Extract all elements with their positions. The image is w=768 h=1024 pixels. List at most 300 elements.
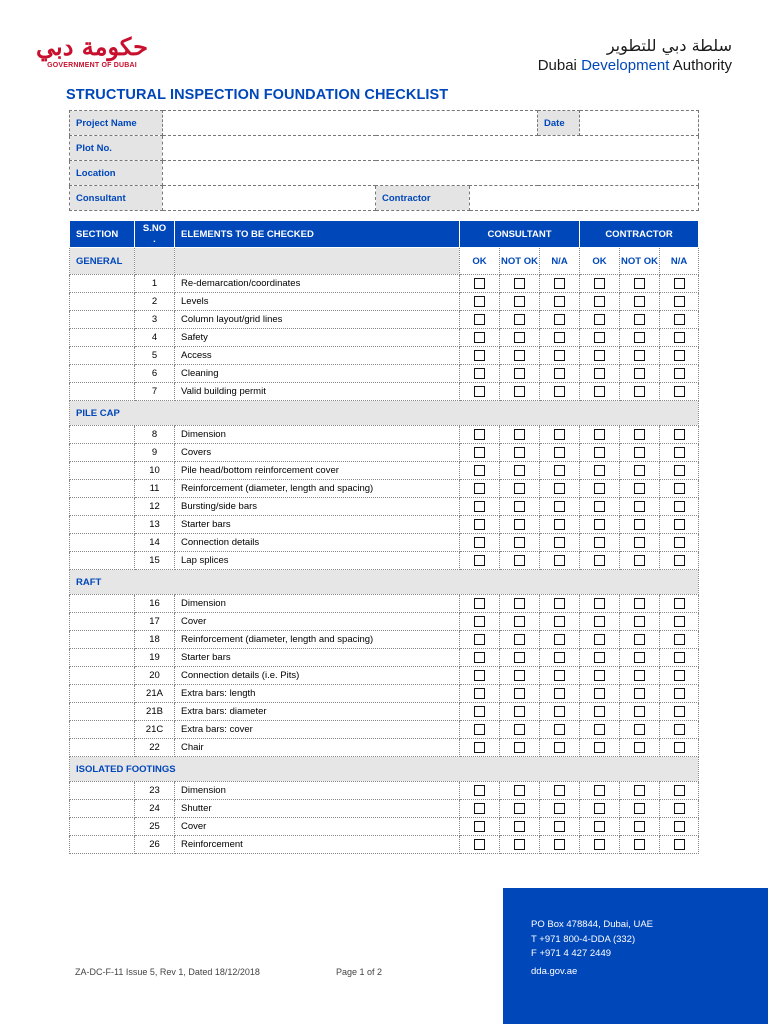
contractor-not-ok-checkbox[interactable] (634, 785, 645, 796)
contractor-na-cell (660, 631, 699, 649)
consultant-not-ok-checkbox[interactable] (514, 465, 525, 476)
contractor-ok-checkbox[interactable] (594, 670, 605, 681)
consultant-ok-checkbox[interactable] (474, 785, 485, 796)
checklist-table (69, 220, 699, 854)
consultant-ok-checkbox[interactable] (474, 332, 485, 343)
item-section-cell (70, 383, 135, 401)
consultant-ok-checkbox[interactable] (474, 724, 485, 735)
consultant-na-cell (540, 667, 580, 685)
consultant-not-ok-cell (500, 631, 540, 649)
consultant-not-ok-checkbox[interactable] (514, 447, 525, 458)
contractor-na-checkbox[interactable] (674, 821, 685, 832)
consultant-not-ok-cell (500, 498, 540, 516)
website-link[interactable]: dda.gov.ae (531, 966, 578, 977)
consultant-na-checkbox[interactable] (554, 742, 565, 753)
consultant-na-checkbox[interactable] (554, 314, 565, 325)
page-number: Page 1 of 2 (336, 967, 383, 977)
consultant-na-checkbox[interactable] (554, 465, 565, 476)
consultant-na-cell (540, 293, 580, 311)
contractor-na-checkbox[interactable] (674, 368, 685, 379)
contractor-na-checkbox[interactable] (674, 742, 685, 753)
consultant-na-checkbox[interactable] (554, 821, 565, 832)
consultant-not-ok-checkbox[interactable] (514, 742, 525, 753)
contractor-not-ok-checkbox[interactable] (634, 386, 645, 397)
consultant-field[interactable] (163, 186, 376, 211)
contractor-not-ok-checkbox[interactable] (634, 634, 645, 645)
item-section-cell (70, 480, 135, 498)
item-section-cell (70, 818, 135, 836)
contractor-not-ok-cell (620, 480, 660, 498)
contractor-not-ok-checkbox[interactable] (634, 519, 645, 530)
contractor-na-checkbox[interactable] (674, 706, 685, 717)
consultant-na-checkbox[interactable] (554, 652, 565, 663)
contractor-not-ok-cell (620, 836, 660, 854)
contractor-not-ok-cell (620, 685, 660, 703)
contractor-not-ok-checkbox[interactable] (634, 555, 645, 566)
checklist-item-row (70, 329, 699, 347)
checklist-item-row (70, 836, 699, 854)
item-section-cell (70, 685, 135, 703)
checklist-item-row (70, 516, 699, 534)
consultant-not-ok-checkbox[interactable] (514, 350, 525, 361)
section-row (70, 401, 699, 426)
contractor-ok-checkbox[interactable] (594, 652, 605, 663)
consultant-ok-checkbox[interactable] (474, 429, 485, 440)
consultant-not-ok-cell (500, 329, 540, 347)
consultant-na-checkbox[interactable] (554, 519, 565, 530)
section-row (70, 757, 699, 782)
consultant-not-ok-cell (500, 293, 540, 311)
contractor-na-cell (660, 800, 699, 818)
contractor-not-ok-checkbox[interactable] (634, 465, 645, 476)
project-info-table (69, 110, 699, 211)
date-field[interactable] (580, 111, 699, 136)
contractor-not-ok-cell (620, 818, 660, 836)
item-element: Extra bars: length (175, 685, 460, 703)
consultant-ok-cell (460, 293, 500, 311)
consultant-na-checkbox[interactable] (554, 537, 565, 548)
contractor-not-ok-cell (620, 703, 660, 721)
consultant-na-checkbox[interactable] (554, 634, 565, 645)
consultant-not-ok-checkbox[interactable] (514, 429, 525, 440)
contractor-ok-cell (580, 836, 620, 854)
contractor-not-ok-checkbox[interactable] (634, 429, 645, 440)
consultant-na-checkbox[interactable] (554, 670, 565, 681)
item-sno: 21C (135, 721, 175, 739)
item-element: Extra bars: cover (175, 721, 460, 739)
consultant-na-cell (540, 329, 580, 347)
item-element: Re-demarcation/coordinates (175, 275, 460, 293)
contractor-ok-checkbox[interactable] (594, 821, 605, 832)
item-sno: 10 (135, 462, 175, 480)
item-element: Dimension (175, 595, 460, 613)
contractor-ok-checkbox[interactable] (594, 501, 605, 512)
consultant-na-checkbox[interactable] (554, 350, 565, 361)
contractor-na-checkbox[interactable] (674, 350, 685, 361)
consultant-na-cell (540, 347, 580, 365)
consultant-na-checkbox[interactable] (554, 447, 565, 458)
item-element: Reinforcement (diameter, length and spacing) (175, 480, 460, 498)
consultant-not-ok-checkbox[interactable] (514, 555, 525, 566)
consultant-ok-checkbox[interactable] (474, 742, 485, 753)
contractor-not-ok-checkbox[interactable] (634, 598, 645, 609)
contractor-not-ok-checkbox[interactable] (634, 839, 645, 850)
contractor-not-ok-cell (620, 275, 660, 293)
contractor-not-ok-cell (620, 721, 660, 739)
contractor-ok-checkbox[interactable] (594, 724, 605, 735)
contractor-not-ok-checkbox[interactable] (634, 821, 645, 832)
project-name-field[interactable] (163, 111, 538, 136)
contractor-ok-cell (580, 311, 620, 329)
consultant-ok-checkbox[interactable] (474, 616, 485, 627)
contractor-not-ok-checkbox[interactable] (634, 332, 645, 343)
contractor-ok-checkbox[interactable] (594, 296, 605, 307)
consultant-ok-checkbox[interactable] (474, 598, 485, 609)
consultant-ok-checkbox[interactable] (474, 839, 485, 850)
contractor-not-ok-checkbox[interactable] (634, 501, 645, 512)
checklist-item-row (70, 667, 699, 685)
consultant-na-checkbox[interactable] (554, 706, 565, 717)
item-element: Extra bars: diameter (175, 703, 460, 721)
consultant-not-ok-cell (500, 685, 540, 703)
item-section-cell (70, 462, 135, 480)
consultant-ok-checkbox[interactable] (474, 386, 485, 397)
contractor-ok-checkbox[interactable] (594, 386, 605, 397)
consultant-not-ok-checkbox[interactable] (514, 278, 525, 289)
consultant-ok-checkbox[interactable] (474, 803, 485, 814)
consultant-na-checkbox[interactable] (554, 368, 565, 379)
plot-no-field[interactable] (163, 136, 699, 161)
contractor-na-checkbox[interactable] (674, 724, 685, 735)
consultant-ok-checkbox[interactable] (474, 634, 485, 645)
consultant-na-cell (540, 498, 580, 516)
item-sno: 6 (135, 365, 175, 383)
contractor-na-checkbox[interactable] (674, 519, 685, 530)
item-element: Dimension (175, 426, 460, 444)
contractor-not-ok-checkbox[interactable] (634, 278, 645, 289)
consultant-not-ok-checkbox[interactable] (514, 332, 525, 343)
contractor-ok-checkbox[interactable] (594, 368, 605, 379)
contractor-ok-checkbox[interactable] (594, 537, 605, 548)
item-section-cell (70, 444, 135, 462)
consultant-na-checkbox[interactable] (554, 332, 565, 343)
consultant-na-cell (540, 426, 580, 444)
consultant-ok-cell (460, 667, 500, 685)
contractor-ok-cell (580, 329, 620, 347)
consultant-ok-checkbox[interactable] (474, 278, 485, 289)
checklist-header-row (70, 221, 699, 248)
item-sno: 1 (135, 275, 175, 293)
consultant-not-ok-checkbox[interactable] (514, 839, 525, 850)
contractor-ok-cell (580, 480, 620, 498)
contractor-na-checkbox[interactable] (674, 501, 685, 512)
consultant-not-ok-checkbox[interactable] (514, 688, 525, 699)
consultant-not-ok-checkbox[interactable] (514, 537, 525, 548)
contractor-ok-checkbox[interactable] (594, 483, 605, 494)
section-row-general (70, 248, 699, 275)
consultant-not-ok-cell (500, 818, 540, 836)
contractor-not-ok-checkbox[interactable] (634, 706, 645, 717)
contractor-na-checkbox[interactable] (674, 386, 685, 397)
consultant-na-checkbox[interactable] (554, 785, 565, 796)
fax: F +971 4 427 2449 (531, 948, 612, 959)
consultant-na-checkbox[interactable] (554, 803, 565, 814)
consultant-not-ok-cell (500, 595, 540, 613)
consultant-na-checkbox[interactable] (554, 278, 565, 289)
contractor-ok-checkbox[interactable] (594, 465, 605, 476)
contractor-na-checkbox[interactable] (674, 598, 685, 609)
consultant-na-checkbox[interactable] (554, 598, 565, 609)
item-element: Cover (175, 613, 460, 631)
contractor-ok-checkbox[interactable] (594, 688, 605, 699)
checklist-item-row (70, 631, 699, 649)
location-label: Location (70, 161, 163, 186)
contractor-ok-cell (580, 685, 620, 703)
contractor-ok-cell (580, 667, 620, 685)
consultant-na-cell (540, 836, 580, 854)
item-section-cell (70, 293, 135, 311)
consultant-not-ok-checkbox[interactable] (514, 368, 525, 379)
contractor-na-checkbox[interactable] (674, 670, 685, 681)
contractor-not-ok-checkbox[interactable] (634, 652, 645, 663)
consultant-not-ok-cell (500, 836, 540, 854)
consultant-na-checkbox[interactable] (554, 429, 565, 440)
contractor-na-checkbox[interactable] (674, 447, 685, 458)
contractor-na-cell (660, 721, 699, 739)
consultant-not-ok-checkbox[interactable] (514, 314, 525, 325)
contractor-not-ok-checkbox[interactable] (634, 350, 645, 361)
consultant-not-ok-cell (500, 365, 540, 383)
consultant-ok-checkbox[interactable] (474, 555, 485, 566)
consultant-ok-cell (460, 347, 500, 365)
item-element: Reinforcement (diameter, length and spacing) (175, 631, 460, 649)
consultant-not-ok-cell (500, 480, 540, 498)
consultant-ok-cell (460, 426, 500, 444)
contractor-na-checkbox[interactable] (674, 278, 685, 289)
contractor-ok-checkbox[interactable] (594, 839, 605, 850)
consultant-na-checkbox[interactable] (554, 688, 565, 699)
contractor-ok-checkbox[interactable] (594, 314, 605, 325)
consultant-not-ok-cell (500, 782, 540, 800)
consultant-ok-checkbox[interactable] (474, 465, 485, 476)
consultant-ok-checkbox[interactable] (474, 314, 485, 325)
contractor-ok-checkbox[interactable] (594, 555, 605, 566)
consultant-not-ok-cell (500, 444, 540, 462)
contractor-ok-checkbox[interactable] (594, 634, 605, 645)
contractor-na-checkbox[interactable] (674, 634, 685, 645)
contractor-not-ok-cell (620, 552, 660, 570)
contractor-not-ok-checkbox[interactable] (634, 314, 645, 325)
checklist-item-row (70, 444, 699, 462)
contractor-not-ok-cell (620, 311, 660, 329)
consultant-not-ok-header: NOT OK (500, 248, 540, 275)
consultant-not-ok-cell (500, 347, 540, 365)
contractor-not-ok-checkbox[interactable] (634, 803, 645, 814)
consultant-na-checkbox[interactable] (554, 501, 565, 512)
contractor-not-ok-checkbox[interactable] (634, 537, 645, 548)
contractor-field[interactable] (470, 186, 699, 211)
gov-logo-english: GOVERNMENT OF DUBAI (47, 62, 137, 69)
contractor-na-checkbox[interactable] (674, 296, 685, 307)
item-sno: 13 (135, 516, 175, 534)
consultant-not-ok-checkbox[interactable] (514, 616, 525, 627)
consultant-not-ok-checkbox[interactable] (514, 296, 525, 307)
consultant-not-ok-checkbox[interactable] (514, 501, 525, 512)
consultant-not-ok-checkbox[interactable] (514, 821, 525, 832)
contractor-ok-cell (580, 275, 620, 293)
consultant-not-ok-cell (500, 667, 540, 685)
contractor-na-checkbox[interactable] (674, 652, 685, 663)
contractor-na-cell (660, 818, 699, 836)
contractor-na-checkbox[interactable] (674, 555, 685, 566)
contractor-ok-checkbox[interactable] (594, 332, 605, 343)
consultant-ok-checkbox[interactable] (474, 483, 485, 494)
item-sno: 8 (135, 426, 175, 444)
item-sno: 19 (135, 649, 175, 667)
consultant-na-cell (540, 480, 580, 498)
consultant-na-checkbox[interactable] (554, 616, 565, 627)
contact-panel (503, 888, 768, 1024)
contractor-na-checkbox[interactable] (674, 803, 685, 814)
item-element: Connection details (i.e. Pits) (175, 667, 460, 685)
consultant-not-ok-checkbox[interactable] (514, 724, 525, 735)
consultant-not-ok-checkbox[interactable] (514, 483, 525, 494)
checklist-item-row (70, 365, 699, 383)
consultant-not-ok-checkbox[interactable] (514, 803, 525, 814)
checklist-item-row (70, 800, 699, 818)
consultant-ok-checkbox[interactable] (474, 670, 485, 681)
contractor-na-checkbox[interactable] (674, 537, 685, 548)
consultant-na-checkbox[interactable] (554, 483, 565, 494)
item-sno: 11 (135, 480, 175, 498)
consultant-ok-cell (460, 631, 500, 649)
contractor-not-ok-checkbox[interactable] (634, 670, 645, 681)
contractor-not-ok-checkbox[interactable] (634, 447, 645, 458)
contractor-na-checkbox[interactable] (674, 785, 685, 796)
contractor-na-checkbox[interactable] (674, 839, 685, 850)
contractor-na-checkbox[interactable] (674, 332, 685, 343)
consultant-na-cell (540, 631, 580, 649)
contractor-na-checkbox[interactable] (674, 314, 685, 325)
contractor-ok-checkbox[interactable] (594, 616, 605, 627)
item-sno: 25 (135, 818, 175, 836)
consultant-ok-checkbox[interactable] (474, 519, 485, 530)
contractor-ok-cell (580, 516, 620, 534)
contractor-not-ok-checkbox[interactable] (634, 616, 645, 627)
contractor-na-cell (660, 347, 699, 365)
contractor-ok-cell (580, 365, 620, 383)
consultant-not-ok-checkbox[interactable] (514, 670, 525, 681)
contractor-not-ok-checkbox[interactable] (634, 724, 645, 735)
contractor-not-ok-checkbox[interactable] (634, 368, 645, 379)
checklist-item-row (70, 347, 699, 365)
consultant-not-ok-checkbox[interactable] (514, 652, 525, 663)
contractor-not-ok-checkbox[interactable] (634, 483, 645, 494)
contractor-ok-checkbox[interactable] (594, 803, 605, 814)
contractor-ok-cell (580, 426, 620, 444)
consultant-ok-checkbox[interactable] (474, 501, 485, 512)
consultant-ok-cell (460, 818, 500, 836)
project-name-label: Project Name (70, 111, 163, 136)
contractor-ok-checkbox[interactable] (594, 278, 605, 289)
consultant-ok-checkbox[interactable] (474, 296, 485, 307)
consultant-ok-checkbox[interactable] (474, 688, 485, 699)
checklist-item-row (70, 311, 699, 329)
location-field[interactable] (163, 161, 699, 186)
checklist-item-row (70, 552, 699, 570)
consultant-na-checkbox[interactable] (554, 724, 565, 735)
contractor-na-checkbox[interactable] (674, 688, 685, 699)
contractor-ok-cell (580, 444, 620, 462)
consultant-ok-checkbox[interactable] (474, 652, 485, 663)
consultant-na-checkbox[interactable] (554, 296, 565, 307)
contractor-not-ok-checkbox[interactable] (634, 296, 645, 307)
section-name: RAFT (70, 570, 699, 595)
consultant-not-ok-checkbox[interactable] (514, 785, 525, 796)
item-sno: 15 (135, 552, 175, 570)
contractor-na-checkbox[interactable] (674, 616, 685, 627)
contractor-na-checkbox[interactable] (674, 483, 685, 494)
section-row (70, 570, 699, 595)
checklist-item-row (70, 721, 699, 739)
contractor-ok-checkbox[interactable] (594, 742, 605, 753)
contractor-not-ok-cell (620, 444, 660, 462)
checklist-item-row (70, 275, 699, 293)
contractor-ok-checkbox[interactable] (594, 447, 605, 458)
consultant-ok-cell (460, 275, 500, 293)
consultant-not-ok-checkbox[interactable] (514, 386, 525, 397)
contractor-not-ok-checkbox[interactable] (634, 688, 645, 699)
item-sno: 17 (135, 613, 175, 631)
item-element: Bursting/side bars (175, 498, 460, 516)
contractor-not-ok-checkbox[interactable] (634, 742, 645, 753)
consultant-na-checkbox[interactable] (554, 555, 565, 566)
contractor-na-cell (660, 649, 699, 667)
consultant-na-checkbox[interactable] (554, 386, 565, 397)
consultant-ok-checkbox[interactable] (474, 368, 485, 379)
consultant-ok-checkbox[interactable] (474, 537, 485, 548)
contractor-ok-cell (580, 595, 620, 613)
contractor-na-checkbox[interactable] (674, 465, 685, 476)
contractor-ok-checkbox[interactable] (594, 785, 605, 796)
contractor-ok-checkbox[interactable] (594, 706, 605, 717)
consultant-ok-checkbox[interactable] (474, 821, 485, 832)
consultant-ok-cell (460, 498, 500, 516)
item-sno: 3 (135, 311, 175, 329)
consultant-not-ok-checkbox[interactable] (514, 706, 525, 717)
consultant-ok-checkbox[interactable] (474, 350, 485, 361)
contractor-ok-cell (580, 613, 620, 631)
consultant-ok-cell (460, 516, 500, 534)
consultant-ok-checkbox[interactable] (474, 447, 485, 458)
consultant-na-cell (540, 649, 580, 667)
consultant-na-cell (540, 552, 580, 570)
contractor-ok-checkbox[interactable] (594, 350, 605, 361)
consultant-ok-checkbox[interactable] (474, 706, 485, 717)
consultant-not-ok-checkbox[interactable] (514, 519, 525, 530)
consultant-not-ok-cell (500, 721, 540, 739)
contractor-ok-checkbox[interactable] (594, 429, 605, 440)
contractor-ok-checkbox[interactable] (594, 598, 605, 609)
contractor-ok-checkbox[interactable] (594, 519, 605, 530)
consultant-na-checkbox[interactable] (554, 839, 565, 850)
contractor-not-ok-cell (620, 534, 660, 552)
consultant-not-ok-checkbox[interactable] (514, 598, 525, 609)
item-section-cell (70, 365, 135, 383)
item-sno: 16 (135, 595, 175, 613)
consultant-not-ok-checkbox[interactable] (514, 634, 525, 645)
contractor-na-checkbox[interactable] (674, 429, 685, 440)
